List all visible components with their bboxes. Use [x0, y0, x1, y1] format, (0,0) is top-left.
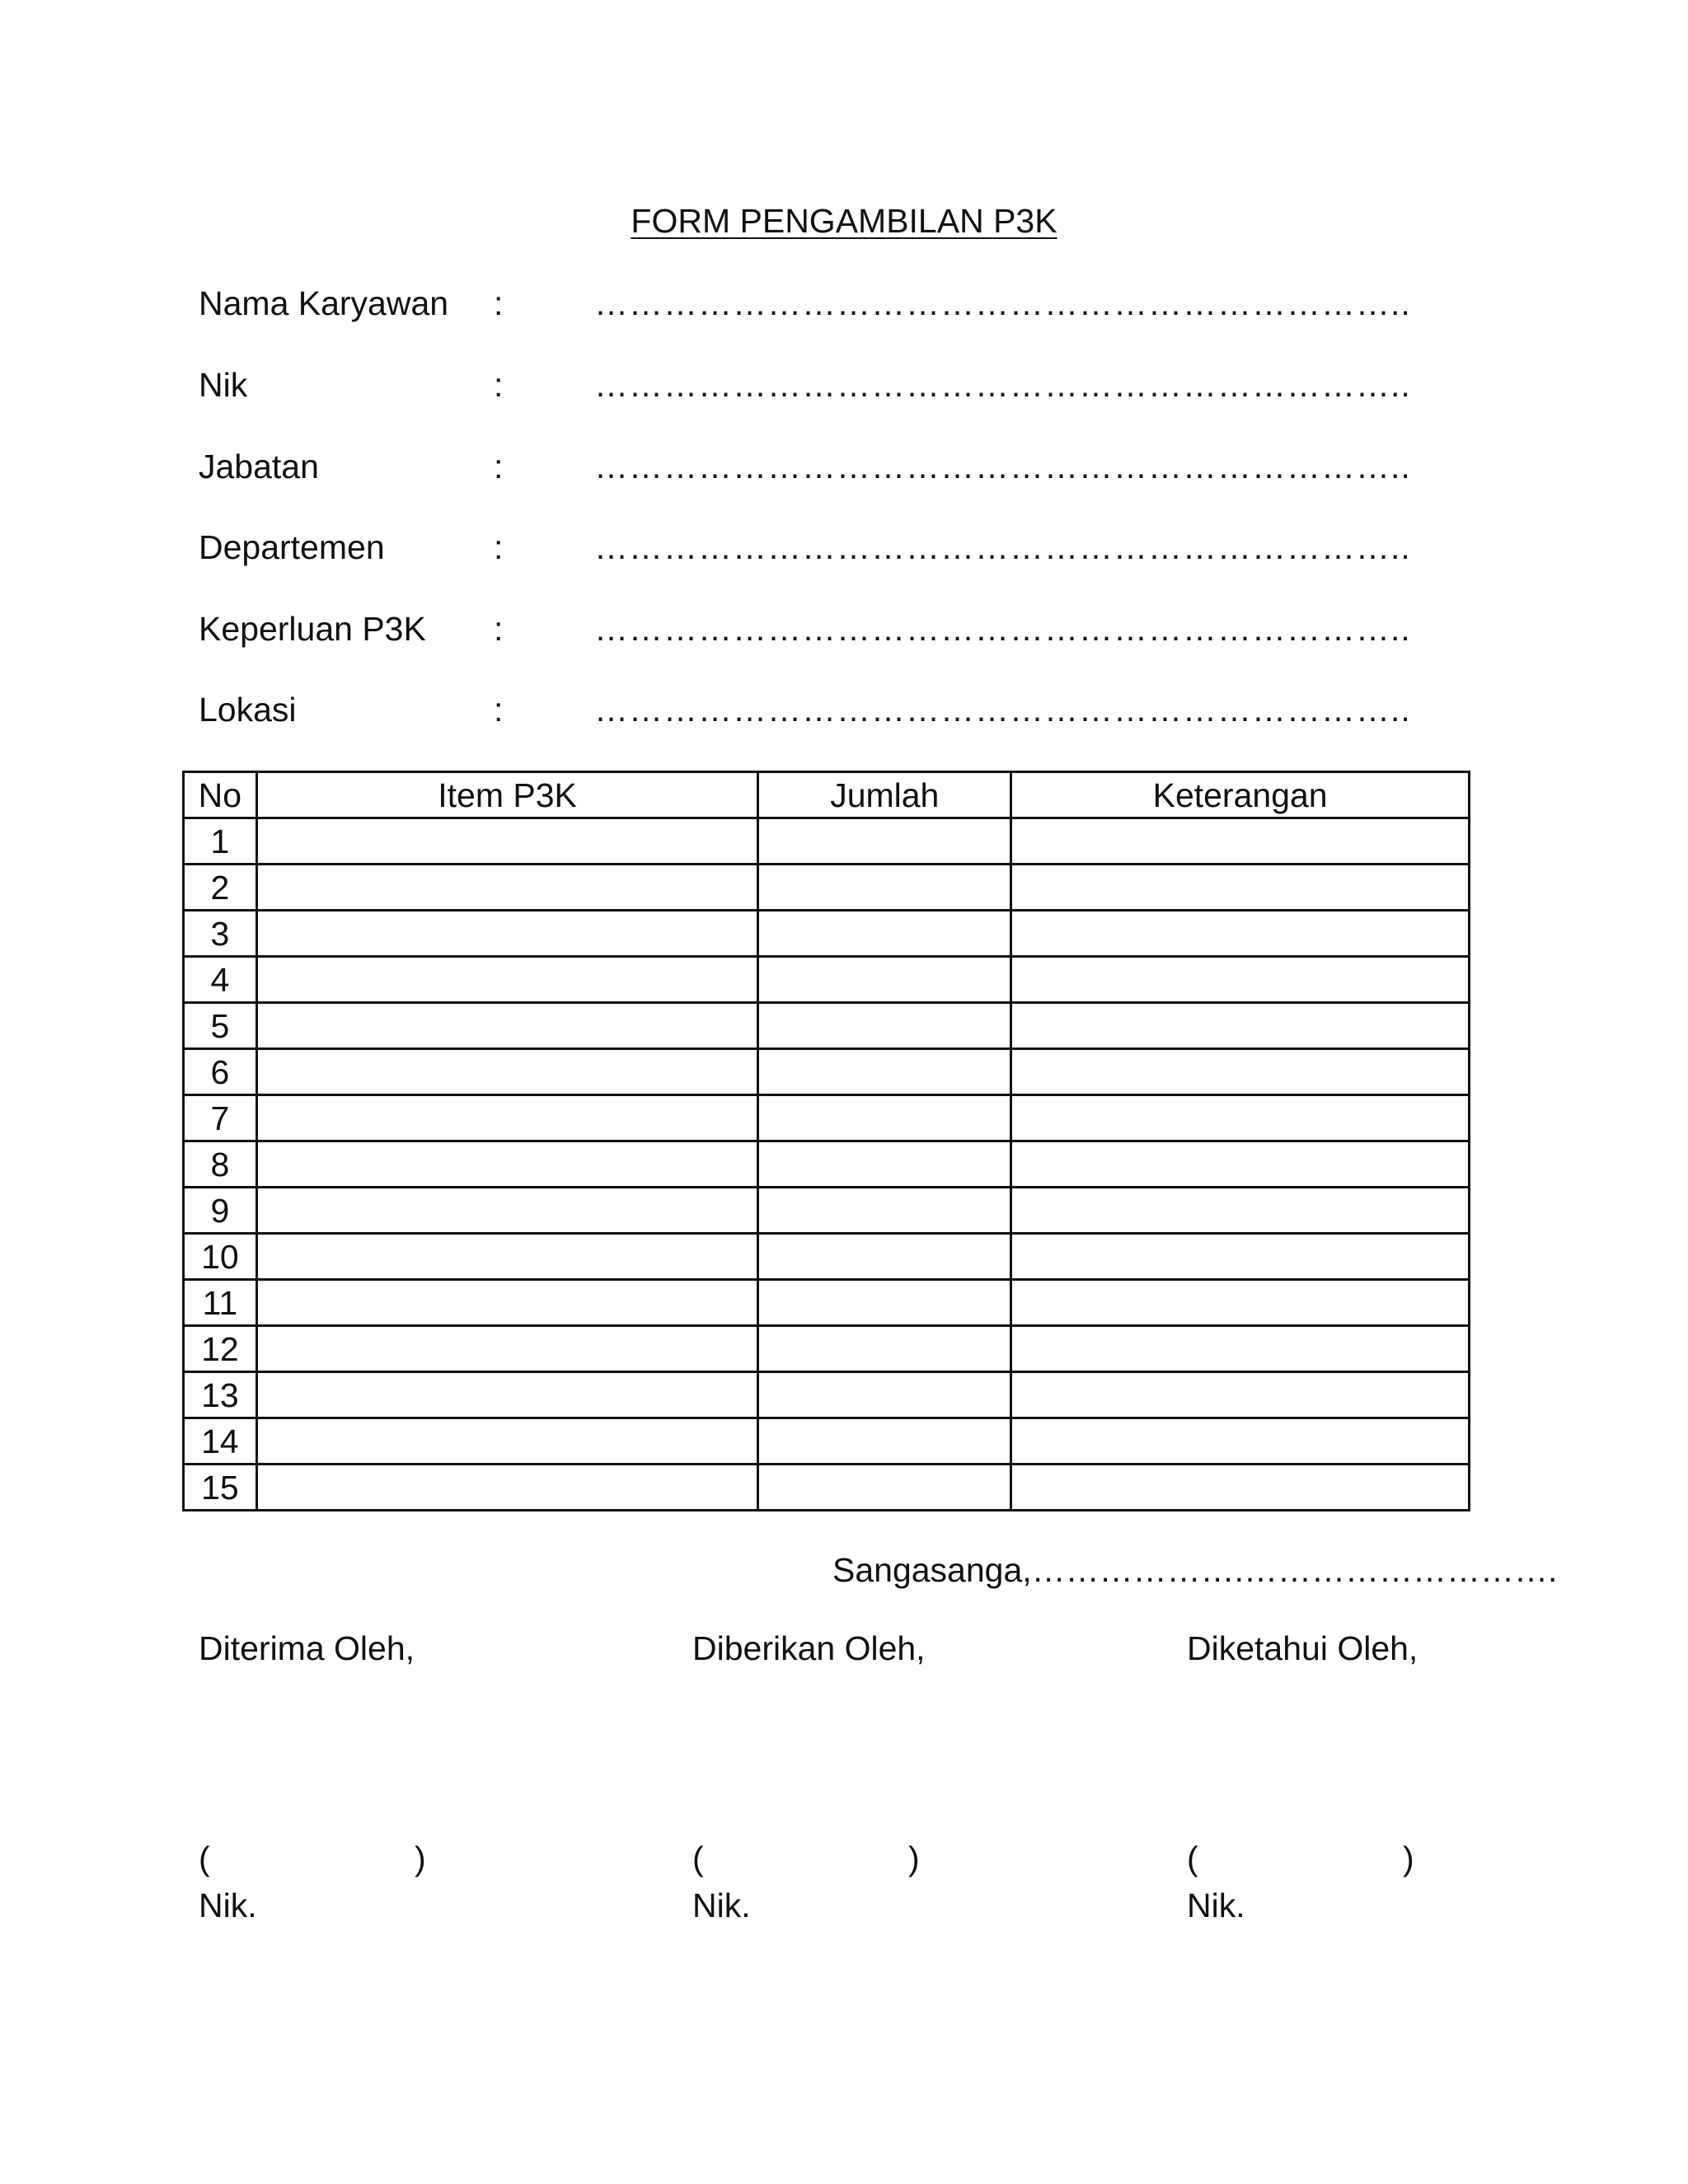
item-cell[interactable] — [256, 1280, 758, 1326]
field-colon: : — [494, 284, 504, 322]
item-cell[interactable] — [256, 957, 758, 1003]
table-row — [184, 1234, 1470, 1280]
signature-open-paren: ( — [199, 1840, 210, 1877]
item-cell[interactable] — [256, 1372, 758, 1418]
header-jumlah: Jumlah — [758, 772, 1011, 818]
field-colon: : — [494, 691, 504, 729]
keterangan-cell[interactable] — [1011, 1372, 1470, 1418]
keterangan-cell[interactable] — [1011, 1418, 1470, 1465]
form-title: FORM PENGAMBILAN P3K — [631, 202, 1057, 240]
table-row — [184, 1003, 1470, 1049]
keterangan-cell[interactable] — [1011, 1280, 1470, 1326]
jumlah-cell[interactable] — [758, 1280, 1011, 1326]
field-value-blank[interactable]: …………………………………………………………….. — [594, 284, 1411, 322]
jumlah-cell[interactable] — [758, 1141, 1011, 1188]
table-row — [184, 957, 1470, 1003]
row-number: 7 — [184, 1095, 257, 1141]
field-value-blank[interactable]: …………………………………………………………….. — [594, 610, 1411, 648]
signature-open-paren: ( — [692, 1840, 704, 1877]
row-number: 15 — [184, 1465, 257, 1511]
signature-open-paren: ( — [1187, 1840, 1198, 1877]
keterangan-cell[interactable] — [1011, 1465, 1470, 1511]
item-cell[interactable] — [256, 1141, 758, 1188]
row-number: 10 — [184, 1234, 257, 1280]
table-row — [184, 1465, 1470, 1511]
keterangan-cell[interactable] — [1011, 1188, 1470, 1234]
table-row — [184, 865, 1470, 911]
place-date-line[interactable]: Sangasanga,……………….………………………. — [832, 1551, 1558, 1589]
item-cell[interactable] — [256, 1234, 758, 1280]
jumlah-cell[interactable] — [758, 1049, 1011, 1095]
jumlah-cell[interactable] — [758, 1326, 1011, 1372]
field-value-blank[interactable]: …………………………………………………………….. — [594, 528, 1411, 566]
signature-close-paren: ) — [1403, 1840, 1414, 1877]
keterangan-cell[interactable] — [1011, 1141, 1470, 1188]
table-row — [184, 911, 1470, 957]
keterangan-cell[interactable] — [1011, 957, 1470, 1003]
field-label: Nama Karyawan — [199, 284, 449, 322]
keterangan-cell[interactable] — [1011, 865, 1470, 911]
signature-nik: Nik. — [692, 1886, 751, 1924]
jumlah-cell[interactable] — [758, 1003, 1011, 1049]
keterangan-cell[interactable] — [1011, 1003, 1470, 1049]
table-row — [184, 1188, 1470, 1234]
jumlah-cell[interactable] — [758, 1234, 1011, 1280]
table-row — [184, 818, 1470, 865]
item-cell[interactable] — [256, 1003, 758, 1049]
items-table — [182, 771, 1470, 1511]
field-colon: : — [494, 366, 504, 404]
field-label: Nik — [199, 366, 248, 404]
row-number: 11 — [184, 1280, 257, 1326]
table-row — [184, 1418, 1470, 1465]
signature-heading: Diketahui Oleh, — [1187, 1629, 1418, 1667]
row-number: 8 — [184, 1141, 257, 1188]
table-row — [184, 1280, 1470, 1326]
row-number: 1 — [184, 818, 257, 865]
row-number: 13 — [184, 1372, 257, 1418]
signature-close-paren: ) — [415, 1840, 426, 1877]
signature-nik: Nik. — [199, 1886, 257, 1924]
item-cell[interactable] — [256, 1326, 758, 1372]
field-label: Lokasi — [199, 691, 297, 729]
signature-nik: Nik. — [1187, 1886, 1245, 1924]
jumlah-cell[interactable] — [758, 1095, 1011, 1141]
table-header-row — [184, 772, 1470, 818]
jumlah-cell[interactable] — [758, 1372, 1011, 1418]
field-value-blank[interactable]: …………………………………………………………….. — [594, 448, 1411, 485]
row-number: 14 — [184, 1418, 257, 1465]
keterangan-cell[interactable] — [1011, 1234, 1470, 1280]
signature-heading: Diterima Oleh, — [199, 1629, 415, 1667]
item-cell[interactable] — [256, 818, 758, 865]
row-number: 4 — [184, 957, 257, 1003]
field-label: Jabatan — [199, 448, 319, 485]
item-cell[interactable] — [256, 1418, 758, 1465]
row-number: 5 — [184, 1003, 257, 1049]
item-cell[interactable] — [256, 1095, 758, 1141]
jumlah-cell[interactable] — [758, 1188, 1011, 1234]
keterangan-cell[interactable] — [1011, 1049, 1470, 1095]
header-item-p3k: Item P3K — [256, 772, 758, 818]
field-colon: : — [494, 610, 504, 648]
jumlah-cell[interactable] — [758, 911, 1011, 957]
jumlah-cell[interactable] — [758, 865, 1011, 911]
field-label: Departemen — [199, 528, 385, 566]
field-value-blank[interactable]: …………………………………………………………….. — [594, 691, 1411, 729]
keterangan-cell[interactable] — [1011, 1095, 1470, 1141]
keterangan-cell[interactable] — [1011, 818, 1470, 865]
item-cell[interactable] — [256, 1049, 758, 1095]
row-number: 2 — [184, 865, 257, 911]
table-row — [184, 1141, 1470, 1188]
keterangan-cell[interactable] — [1011, 911, 1470, 957]
table-row — [184, 1049, 1470, 1095]
item-cell[interactable] — [256, 1465, 758, 1511]
header-no: No — [184, 772, 257, 818]
item-cell[interactable] — [256, 865, 758, 911]
table-row — [184, 1095, 1470, 1141]
table-row — [184, 1372, 1470, 1418]
row-number: 6 — [184, 1049, 257, 1095]
keterangan-cell[interactable] — [1011, 1326, 1470, 1372]
row-number: 12 — [184, 1326, 257, 1372]
jumlah-cell[interactable] — [758, 1465, 1011, 1511]
jumlah-cell[interactable] — [758, 818, 1011, 865]
field-colon: : — [494, 528, 504, 566]
table-row — [184, 1326, 1470, 1372]
jumlah-cell[interactable] — [758, 1418, 1011, 1465]
field-value-blank[interactable]: …………………………………………………………….. — [594, 366, 1411, 404]
jumlah-cell[interactable] — [758, 957, 1011, 1003]
signature-heading: Diberikan Oleh, — [692, 1629, 926, 1667]
row-number: 9 — [184, 1188, 257, 1234]
field-colon: : — [494, 448, 504, 485]
item-cell[interactable] — [256, 1188, 758, 1234]
item-cell[interactable] — [256, 911, 758, 957]
signature-close-paren: ) — [908, 1840, 920, 1877]
header-keterangan: Keterangan — [1011, 772, 1470, 818]
row-number: 3 — [184, 911, 257, 957]
field-label: Keperluan P3K — [199, 610, 426, 648]
